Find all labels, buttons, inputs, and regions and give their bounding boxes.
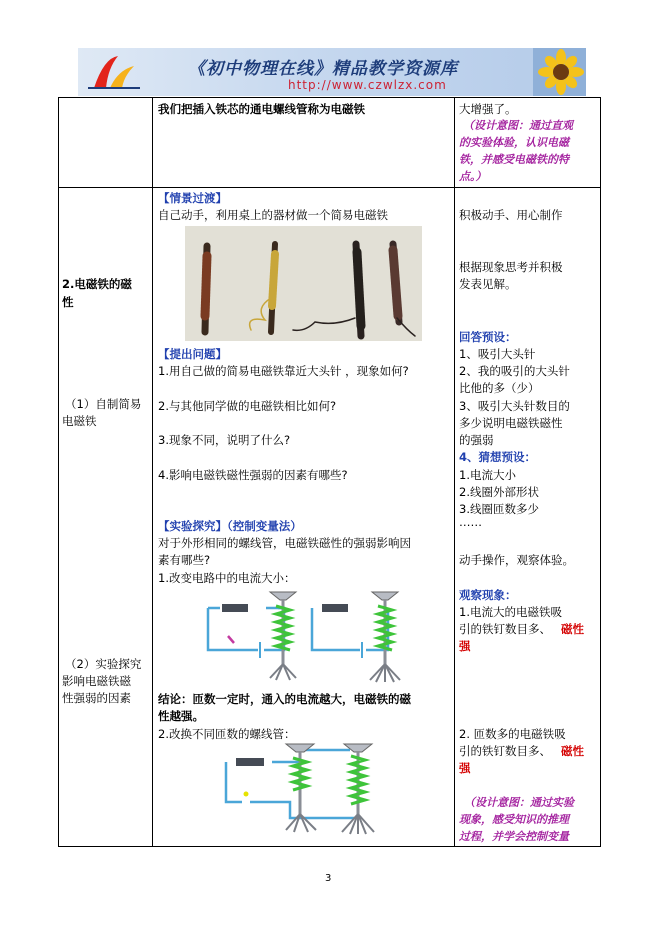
observe-item: 1.电流大的电磁铁吸 <box>459 605 562 619</box>
design-note-line: 的实验体验，认识电磁 <box>459 136 569 149</box>
situation-text: 自己动手，利用桌上的器材做一个简易电磁铁 <box>158 208 388 222</box>
question-item: 3.现象不同，说明了什么? <box>158 433 291 447</box>
row1-content: 我们把插入铁芯的通电螺线管称为电磁铁 <box>158 102 365 116</box>
design-note-line: 点。） <box>459 170 487 183</box>
observe-heading: 观察现象： <box>459 588 517 602</box>
observe-highlight: 磁性 <box>561 744 584 758</box>
circuit-diagram-current <box>200 588 420 683</box>
question-heading: 【提出问题】 <box>158 347 227 361</box>
experiment-text: 素有哪些? <box>158 553 211 567</box>
observe-highlight: 强 <box>459 761 471 775</box>
answer-item: 多少说明电磁铁磁性 <box>459 416 563 430</box>
observe-highlight: 磁性 <box>561 622 584 636</box>
answer-item: 1、吸引大头针 <box>459 347 536 361</box>
guess-heading: 4、猜想预设： <box>459 450 537 464</box>
step-2: 2.改换不同匝数的螺线管： <box>158 727 296 741</box>
row1-activity: 大增强了。 <box>459 102 517 116</box>
answer-item: 2、我的吸引的大头针 <box>459 364 570 378</box>
guess-item: 3.线圈匝数多少 <box>459 502 539 516</box>
section-title: 2.电磁铁的磁 <box>62 277 132 291</box>
observe-item: 引的铁钉数目多、 <box>459 622 551 636</box>
answer-item: 3、吸引大头针数目的 <box>459 399 570 413</box>
sunflower-icon <box>533 48 586 96</box>
design-note-line: （设计意图：通过直观 <box>463 119 573 132</box>
subsection-2: 影响电磁铁磁 <box>62 674 131 688</box>
experiment-text: 对于外形相同的螺线管，电磁铁磁性的强弱影响因 <box>158 536 411 550</box>
step-1: 1.改变电路中的电流大小： <box>158 571 296 585</box>
student-activity: 根据现象思考并积极 <box>459 260 563 274</box>
design-note-line: 铁，并感受电磁铁的特 <box>459 153 569 166</box>
section-title: 性 <box>62 295 74 309</box>
experiment-heading: 【实验探究】（控制变量法） <box>158 519 302 533</box>
header-banner <box>78 48 586 96</box>
subsection-1: 电磁铁 <box>62 414 97 428</box>
question-item: 4.影响电磁铁磁性强弱的因素有哪些? <box>158 468 348 482</box>
answer-item: 比他的多（少） <box>459 381 540 395</box>
row1-col1 <box>59 98 153 188</box>
logo-icon <box>84 52 144 92</box>
circuit-diagram-turns <box>220 740 380 835</box>
conclusion-1: 性越强。 <box>158 709 204 723</box>
question-item: 1.用自己做的简易电磁铁靠近大头针 ，现象如何? <box>158 364 409 378</box>
operate-text: 动手操作，观察体验。 <box>459 553 574 567</box>
observe-item: 引的铁钉数目多、 <box>459 744 551 758</box>
design-note-line: 过程，并学会控制变量 <box>459 830 569 843</box>
design-note-line: （设计意图：通过实验 <box>464 796 574 809</box>
situation-heading: 【情景过渡】 <box>158 191 227 205</box>
answer-item: 的强弱 <box>459 433 494 447</box>
answer-heading: 回答预设： <box>459 330 517 344</box>
page-number: 3 <box>325 873 332 884</box>
electromagnet-photo <box>185 226 422 341</box>
subsection-2: （2）实验探究 <box>65 657 142 671</box>
battery-icon <box>222 604 248 612</box>
battery-icon <box>322 604 348 612</box>
guess-item: 1.电流大小 <box>459 468 516 482</box>
guess-item: 2.线圈外部形状 <box>459 485 539 499</box>
question-item: 2.与其他同学做的电磁铁相比如何? <box>158 399 337 413</box>
student-activity: 积极动手、用心制作 <box>459 208 563 222</box>
banner-url[interactable]: http://www.czwlzx.com <box>288 78 447 92</box>
observe-highlight: 强 <box>459 639 471 653</box>
guess-item: …… <box>459 515 482 529</box>
observe-item: 2. 匝数多的电磁铁吸 <box>459 727 566 741</box>
design-note-line: 现象，感受知识的推理 <box>459 813 569 826</box>
subsection-2: 性强弱的因素 <box>62 691 131 705</box>
subsection-1: （1）自制简易 <box>65 397 142 411</box>
student-activity: 发表见解。 <box>459 277 517 291</box>
conclusion-1: 结论：匝数一定时，通入的电流越大，电磁铁的磁 <box>158 692 411 706</box>
battery-icon <box>236 758 264 766</box>
banner-title: 《初中物理在线》精品教学资源库 <box>188 59 458 79</box>
